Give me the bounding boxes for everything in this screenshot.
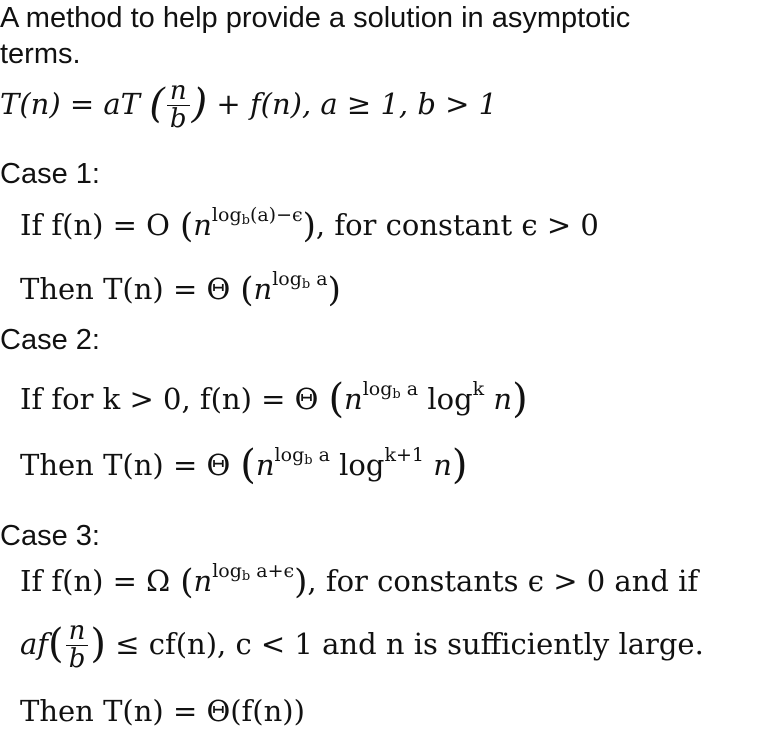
case1-title: Case 1: [0, 158, 100, 190]
recurrence-lhs: T(n) = aT [0, 86, 141, 121]
case2-title: Case 2: [0, 324, 100, 356]
case3-regularity-line: af( $\frac{n}{b}$ ) ≤ cf(n), c < 1 and n is sufficiently large. [20, 616, 704, 675]
intro-line-1: A method to help provide a solution in asymptotic [0, 2, 631, 34]
case2-then-line: Then T(n) = Θ ($n^{log_b a}$ $\log^{k+1} n$) [20, 442, 468, 488]
case1-if-line: If f(n) = O $(n^{log_b(a)-\epsilon})$, for constant ϵ > 0 [20, 204, 599, 246]
case3-if-line: If f(n) = Ω $(n^{log_b a+\epsilon})$, for constants ϵ > 0 and if [20, 560, 699, 602]
recurrence-fraction: $\frac{n}{b}$ [167, 78, 190, 134]
recurrence-equation: T(n) = aT ( $\frac{n}{b}$ ) + f(n), a ≥ 1, b > 1 [0, 76, 498, 135]
recurrence-rest: + f(n), a ≥ 1, b > 1 [216, 86, 498, 121]
case2-if-line: If for k > 0, f(n) = Θ ($n^{log_b a}$ $\log^k n$) [20, 376, 528, 422]
case3-fraction: $\frac{n}{b}$ [66, 618, 89, 674]
case1-then-line: Then T(n) = Θ $(n^{log_b a})$ [20, 268, 341, 310]
case3-then-line: Then T(n) = Θ(f(n)) [20, 694, 305, 728]
intro-line-2: terms. [0, 38, 81, 70]
case3-title: Case 3: [0, 520, 100, 552]
